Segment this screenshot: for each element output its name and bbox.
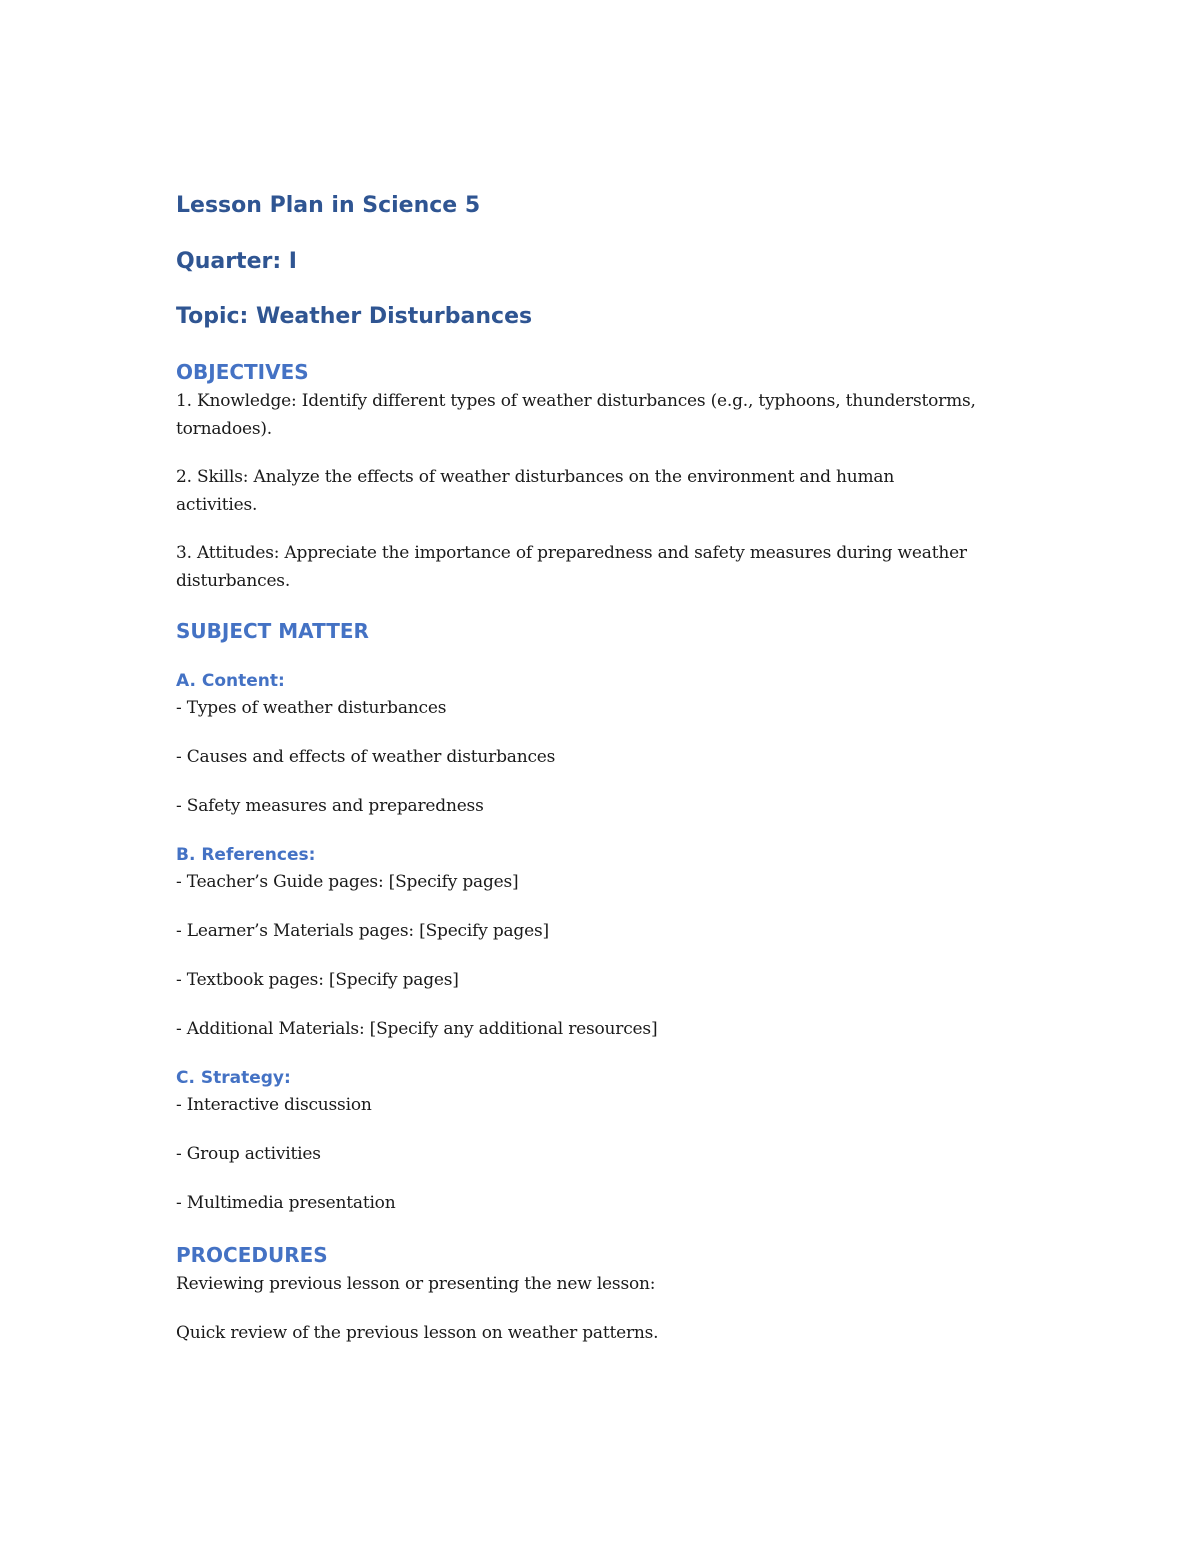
document-title: Lesson Plan in Science 5 bbox=[176, 193, 481, 218]
subject-matter-heading: SUBJECT MATTER bbox=[176, 619, 369, 643]
strategy-item-2: - Group activities bbox=[176, 1144, 321, 1164]
content-item-1: - Types of weather disturbances bbox=[176, 698, 447, 718]
document-page bbox=[176, 190, 976, 1347]
objective-item-1: 1. Knowledge: Identify different types of weather disturbances (e.g., typhoons, thunderstorms, tornadoes). bbox=[176, 391, 976, 439]
topic-heading: Topic: Weather Disturbances bbox=[176, 304, 533, 329]
procedures-item-1: Reviewing previous lesson or presenting the new lesson: bbox=[176, 1274, 656, 1294]
references-item-3: - Textbook pages: [Specify pages] bbox=[176, 970, 459, 990]
procedures-item-2: Quick review of the previous lesson on weather patterns. bbox=[176, 1323, 659, 1343]
content-heading: A. Content: bbox=[176, 671, 285, 691]
references-item-2: - Learner’s Materials pages: [Specify pages] bbox=[176, 921, 549, 941]
references-heading: B. References: bbox=[176, 845, 316, 865]
objectives-heading: OBJECTIVES bbox=[176, 360, 309, 384]
content-item-2: - Causes and effects of weather disturbances bbox=[176, 747, 556, 767]
procedures-heading: PROCEDURES bbox=[176, 1243, 328, 1267]
strategy-item-1: - Interactive discussion bbox=[176, 1095, 372, 1115]
references-item-1: - Teacher’s Guide pages: [Specify pages] bbox=[176, 872, 519, 892]
objective-item-3: 3. Attitudes: Appreciate the importance of preparedness and safety measures during weather disturbances. bbox=[176, 543, 967, 591]
references-item-4: - Additional Materials: [Specify any additional resources] bbox=[176, 1019, 658, 1039]
strategy-heading: C. Strategy: bbox=[176, 1068, 291, 1088]
objective-item-2: 2. Skills: Analyze the effects of weather disturbances on the environment and human activities. bbox=[176, 467, 895, 515]
content-item-3: - Safety measures and preparedness bbox=[176, 796, 484, 816]
quarter-heading: Quarter: I bbox=[176, 249, 297, 274]
strategy-item-3: - Multimedia presentation bbox=[176, 1193, 396, 1213]
